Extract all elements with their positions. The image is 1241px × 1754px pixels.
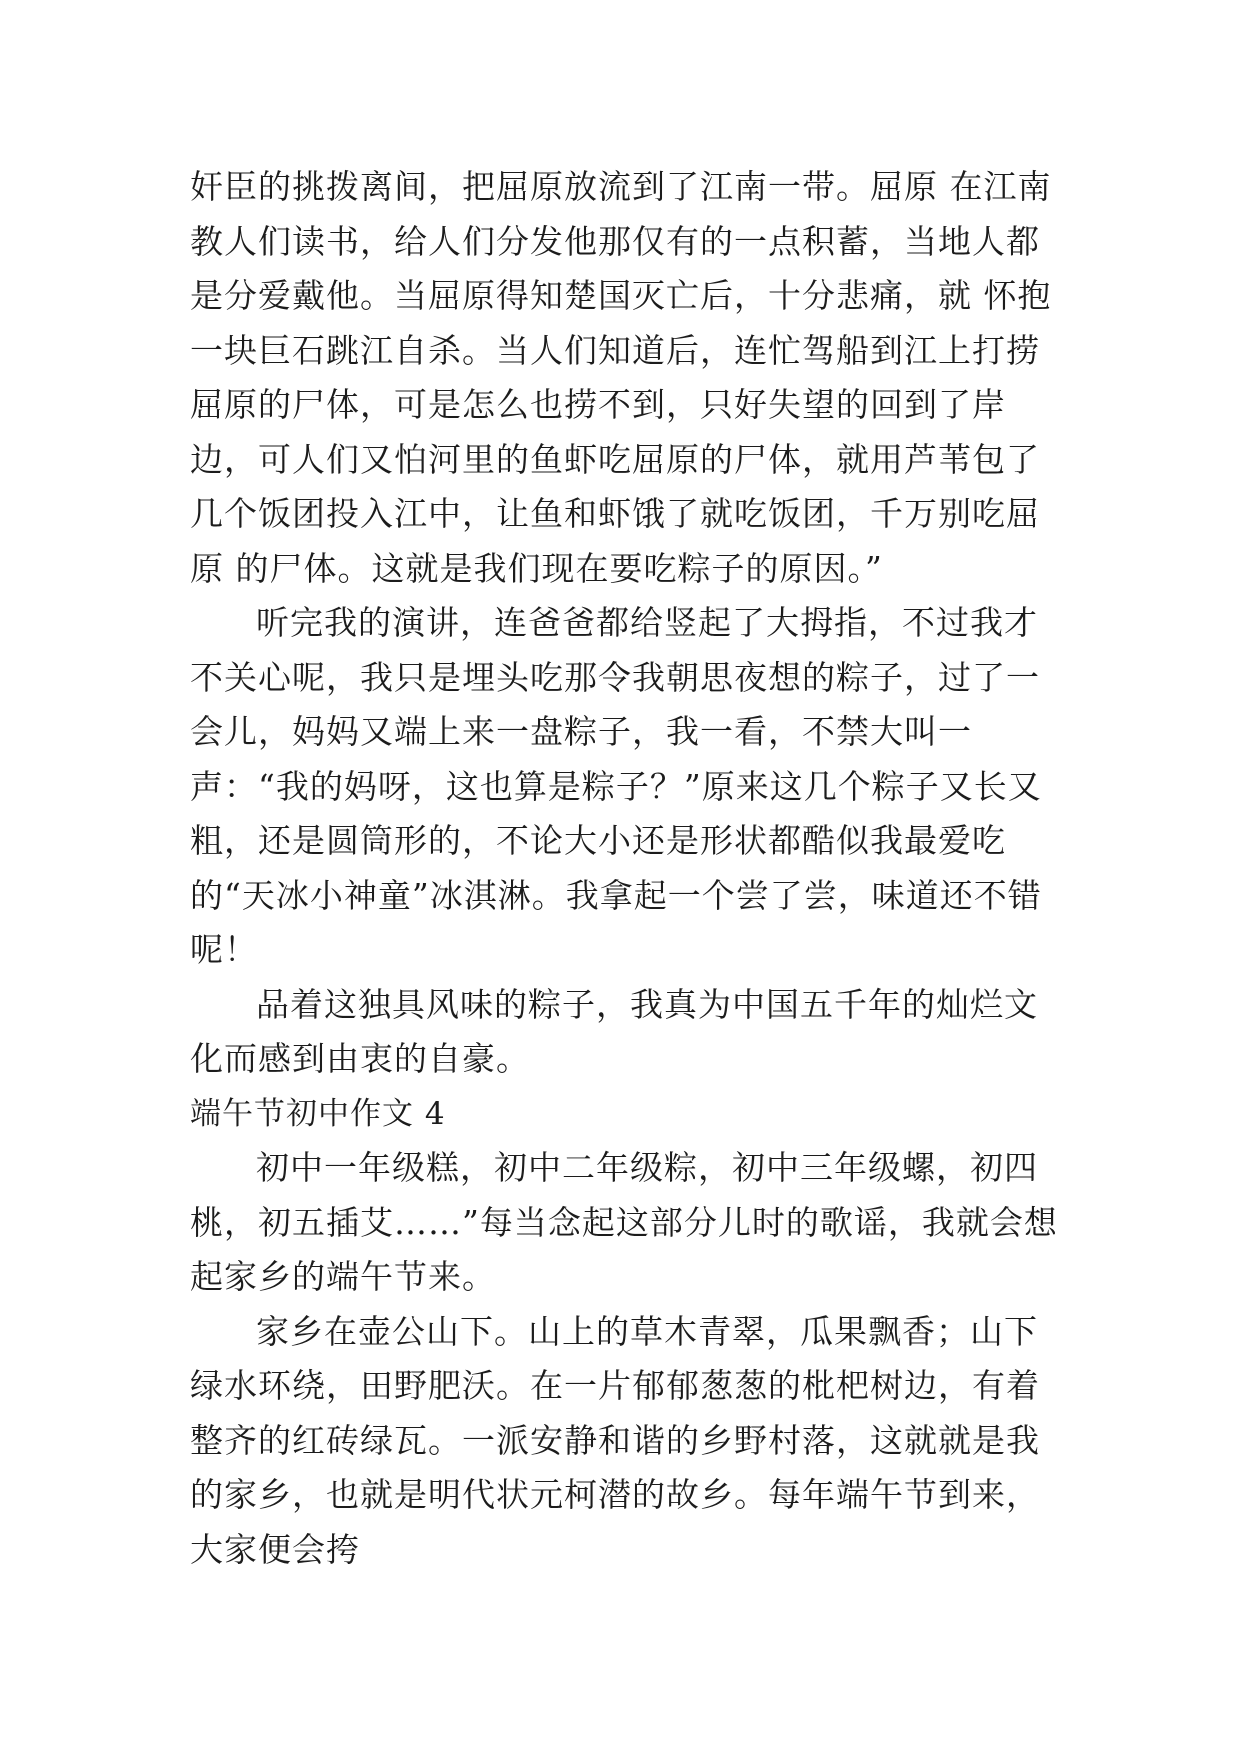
- section-heading: 端午节初中作文 4: [190, 1095, 446, 1132]
- paragraph-2: 听完我的演讲，连爸爸都给竖起了大拇指，不过我才不关心呢，我只是埋头吃那令我朝思夜想的粽子，过了一会儿，妈妈又端上来一盘粽子，我一看，不禁大叫一声：“我的妈呀，这也算是粽子？”原来这几个粽子又长又粗，还是圆筒形的，不论大小还是形状都酷似我最爱吃的“天冰小神童”冰淇淋。我拿起一个尝了尝，味道还不错呢！: [190, 603, 1042, 969]
- paragraph-5: 初中一年级糕，初中二年级粽，初中三年级螺，初四桃，初五插艾……”每当念起这部分儿时的歌谣，我就会想起家乡的端午节来。: [190, 1148, 1058, 1296]
- paragraph-3: 品着这独具风味的粽子，我真为中国五千年的灿烂文化而感到由衷的自豪。: [190, 984, 1038, 1078]
- document-body: [190, 160, 1070, 1577]
- paragraph-1: 奸臣的挑拨离间，把屈原放流到了江南一带。屈原 在江南教人们读书，给人们分发他那仅有的一点积蓄，当地人都是分爱戴他。当屈原得知楚国灭亡后，十分悲痛，就 怀抱一块巨石跳江自杀。当人们知道后，连忙驾船到江上打捞屈原的尸体，可是怎么也捞不到，只好失望的回到了岸 边，可人们又怕河里的鱼虾吃屈原的尸体，就用芦苇包了几个饭团投入江中，让鱼和虾饿了就吃饭团，千万别吃屈原 的尸体。这就是我们现在要吃粽子的原因。”: [190, 167, 1052, 588]
- paragraph-6: 家乡在壶公山下。山上的草木青翠，瓜果飘香；山下绿水环绕，田野肥沃。在一片郁郁葱葱的枇杷树边，有着整齐的红砖绿瓦。一派安静和谐的乡野村落，这就就是我的家乡，也就是明代状元柯潜的故乡。每年端午节到来，大家便会挎: [190, 1311, 1040, 1569]
